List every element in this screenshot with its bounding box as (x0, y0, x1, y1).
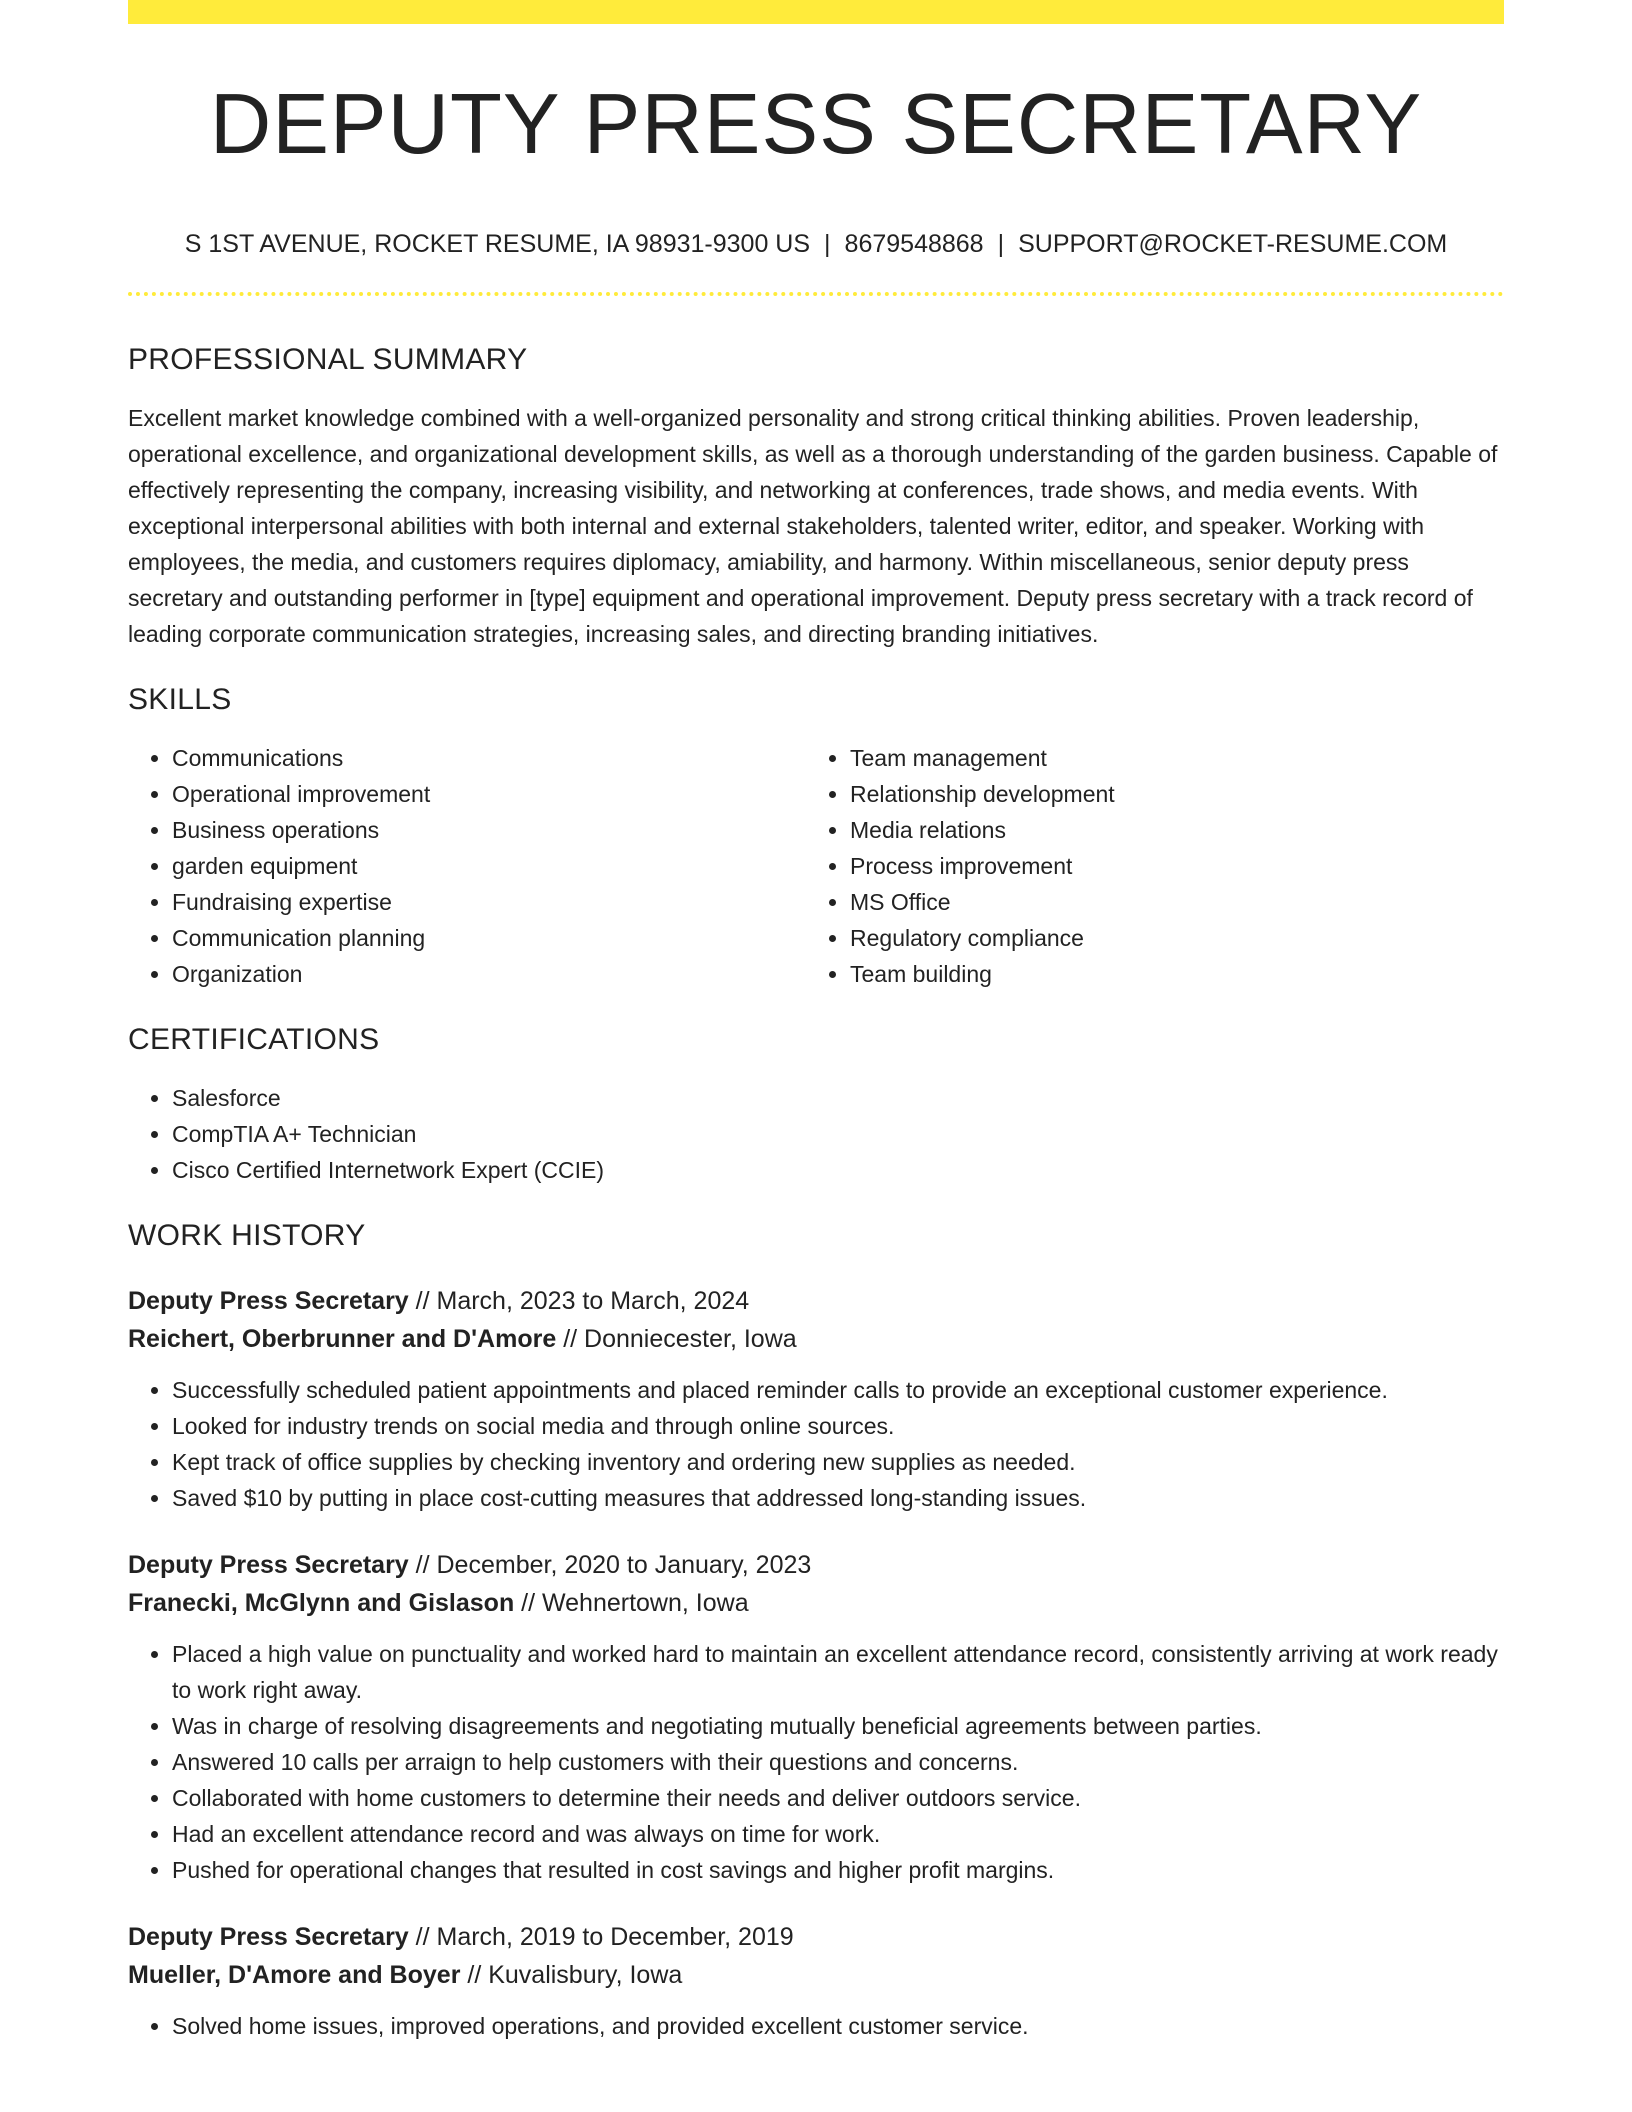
top-accent-bar (128, 0, 1504, 24)
job-location: // Wehnertown, Iowa (514, 1589, 749, 1617)
job-bullet: • Placed a high value on punctuality and worked hard to maintain an excellent attendance record, consistently arriving at work ready to work right away. (172, 1636, 1504, 1708)
job-bullet: • Solved home issues, improved operations, and provided excellent customer service. (172, 2008, 1504, 2044)
job-entry (128, 1546, 1504, 1888)
job-bullet: • Collaborated with home customers to determine their needs and deliver outdoors service. (172, 1780, 1504, 1816)
work-history-heading: WORK HISTORY (128, 1219, 366, 1252)
skill-item: • Team management (850, 740, 1484, 776)
skill-item: • Communications (172, 740, 806, 776)
job-company-line (128, 1956, 1504, 1994)
job-dates: // December, 2020 to January, 2023 (408, 1551, 812, 1579)
skill-item: • Team building (850, 956, 1484, 992)
resume-page (128, 0, 1504, 2044)
skills-columns (128, 740, 1504, 992)
job-bullet: • Looked for industry trends on social media and through online sources. (172, 1408, 1504, 1444)
skill-item: • Process improvement (850, 848, 1484, 884)
skill-item: • Organization (172, 956, 806, 992)
skill-item: • Fundraising expertise (172, 884, 806, 920)
contact-address: S 1ST AVENUE, ROCKET RESUME, IA 98931-9300 US (184, 230, 811, 258)
job-bullets (128, 2008, 1504, 2044)
certifications-heading: CERTIFICATIONS (128, 1023, 380, 1056)
certification-item: • Cisco Certified Internetwork Expert (CCIE) (172, 1152, 1504, 1188)
job-company: Franecki, McGlynn and Gislason (128, 1589, 515, 1617)
job-entry (128, 1282, 1504, 1516)
skill-item: • garden equipment (172, 848, 806, 884)
header-divider (128, 292, 1504, 296)
job-dates: // March, 2023 to March, 2024 (408, 1287, 750, 1315)
job-title: Deputy Press Secretary (128, 1551, 409, 1579)
summary-heading: PROFESSIONAL SUMMARY (128, 343, 528, 376)
job-title-line (128, 1546, 1504, 1584)
job-bullet: • Was in charge of resolving disagreements and negotiating mutually beneficial agreements between parties. (172, 1708, 1504, 1744)
job-title: Deputy Press Secretary (128, 1923, 409, 1951)
job-entry (128, 1918, 1504, 2044)
job-title: Deputy Press Secretary (128, 1287, 409, 1315)
contact-line (128, 229, 1504, 259)
skill-item: • Media relations (850, 812, 1484, 848)
job-bullet: • Successfully scheduled patient appointments and placed reminder calls to provide an exceptional customer experience. (172, 1372, 1504, 1408)
resume-name: DEPUTY PRESS SECRETARY (209, 77, 1423, 172)
job-bullet: • Answered 10 calls per arraign to help customers with their questions and concerns. (172, 1744, 1504, 1780)
job-bullet: • Had an excellent attendance record and was always on time for work. (172, 1816, 1504, 1852)
job-title-line (128, 1282, 1504, 1320)
skill-item: • Business operations (172, 812, 806, 848)
job-location: // Donniecester, Iowa (556, 1325, 797, 1353)
skill-item: • Operational improvement (172, 776, 806, 812)
skill-item: • Relationship development (850, 776, 1484, 812)
skills-heading: SKILLS (128, 683, 232, 716)
job-bullet: • Saved $10 by putting in place cost-cutting measures that addressed long-standing issues. (172, 1480, 1504, 1516)
job-dates: // March, 2019 to December, 2019 (408, 1923, 794, 1951)
job-company-line (128, 1320, 1504, 1358)
certification-item: • CompTIA A+ Technician (172, 1116, 1504, 1152)
contact-phone: 8679548868 (844, 230, 984, 258)
job-bullets (128, 1372, 1504, 1516)
skill-item: • MS Office (850, 884, 1484, 920)
contact-separator: | (997, 230, 1005, 258)
contact-email: SUPPORT@ROCKET-RESUME.COM (1018, 230, 1448, 258)
skills-right-list (806, 740, 1484, 992)
summary-text: Excellent market knowledge combined with a well-organized personality and strong critical thinking abilities. Proven leadership, operational excellence, and organizational development skills, as well as a thorough understanding of the garden business. Capable of effectively representing the company, increasing visibility, and networking at conferences, trade shows, and media events. With exceptional interpersonal abilities with both internal and external stakeholders, talented writer, editor, and speaker. Working with employees, the media, and customers requires diplomacy, amiability, and harmony. Within miscellaneous, senior deputy press secretary and outstanding performer in [type] equipment and operational improvement. Deputy press secretary with a track record of leading corporate communication strategies, increasing sales, and directing branding initiatives. (128, 405, 1498, 647)
job-bullet: • Pushed for operational changes that resulted in cost savings and higher profit margins. (172, 1852, 1504, 1888)
certification-item: • Salesforce (172, 1080, 1504, 1116)
skills-left-list (128, 740, 806, 992)
certifications-list (128, 1080, 1504, 1188)
job-bullet: • Kept track of office supplies by checking inventory and ordering new supplies as needed. (172, 1444, 1504, 1480)
job-location: // Kuvalisbury, Iowa (460, 1961, 683, 1989)
job-company-line (128, 1584, 1504, 1622)
job-title-line (128, 1918, 1504, 1956)
skill-item: • Communication planning (172, 920, 806, 956)
job-company: Mueller, D'Amore and Boyer (128, 1961, 461, 1989)
contact-separator: | (824, 230, 831, 258)
job-bullets (128, 1636, 1504, 1888)
job-company: Reichert, Oberbrunner and D'Amore (128, 1325, 557, 1353)
skill-item: • Regulatory compliance (850, 920, 1484, 956)
